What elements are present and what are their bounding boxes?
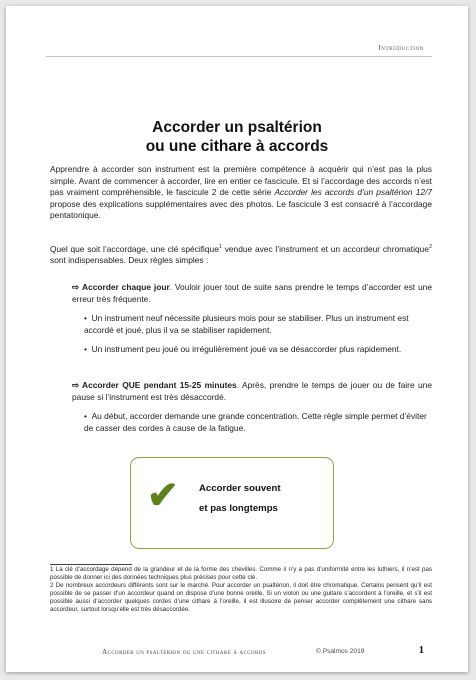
rule-1-heading: Accorder chaque jour bbox=[82, 282, 170, 292]
footnote-ref-2[interactable]: 2 bbox=[428, 244, 432, 250]
running-footer-title: Accorder un psaltérion ou une cithare à accords bbox=[102, 648, 266, 656]
footer-copyright: © Psalmos 2019 bbox=[316, 648, 365, 655]
rule-2-heading: Accorder QUE pendant 15-25 minutes bbox=[82, 380, 237, 390]
intro-p1-text-b: propose des explications supplémentaires avec des photos. Le fascicule 3 est consacré à l’accordage pentatonique. bbox=[50, 198, 432, 221]
callout-line-2: et pas longtemps bbox=[199, 503, 278, 514]
rule-2-bullet-1 bbox=[84, 411, 432, 434]
intro-paragraph-2 bbox=[50, 242, 432, 267]
tip-callout-box bbox=[130, 457, 334, 549]
running-header: Introduction bbox=[378, 44, 424, 52]
intro-p2-text-a: Quel que soit l’accordage, une clé spécifique bbox=[50, 243, 219, 254]
rule-1-bullet-2 bbox=[84, 344, 432, 356]
header-divider bbox=[46, 56, 432, 57]
footnotes bbox=[50, 566, 432, 615]
callout-text bbox=[199, 479, 281, 519]
rule-1 bbox=[72, 282, 432, 305]
rule-2-text: . Après, prendre le temps de jouer ou de faire une pause si l’instrument est très désaccordé. bbox=[72, 380, 432, 402]
intro-p1-text-a: Apprendre à accorder son instrument est la première compétence à acquérir qui n’est pas la plus simple. Avant de commencer à accorder, lire en entier ce fascicule. Et si l’accordage des accords n’est pas vraiment compréhensible, le fascicule 2 de cette série bbox=[50, 164, 432, 198]
arrow-right-icon: ⇨ bbox=[72, 380, 80, 390]
document-page bbox=[6, 6, 468, 672]
page-number: 1 bbox=[418, 645, 424, 656]
check-mark-icon: ✔ bbox=[147, 475, 179, 517]
rule-1-bullet-1-text: Un instrument neuf nécessite plusieurs mois pour se stabiliser. Plus un instrument est accordé et joué, plus il va se stabiliser rapidement. bbox=[84, 313, 409, 335]
intro-p2-text-c: sont indispensables. Deux règles simples : bbox=[50, 255, 209, 266]
callout-line-1: Accorder souvent bbox=[199, 483, 281, 494]
title-line-1: Accorder un psaltérion bbox=[152, 119, 322, 136]
footnote-1: 1 La clé d’accordage dépend de la grandeur et de la forme des chevilles. Comme il n’y a pas d’uniformité entre les luthiers, il n’est pas possible de donner ici des données techniques plus précises pour cette clé. bbox=[50, 566, 432, 582]
bullet-dot-icon: • bbox=[84, 313, 92, 323]
intro-paragraph-1 bbox=[50, 164, 432, 222]
title-line-2: ou une cithare à accords bbox=[145, 138, 329, 155]
intro-p1-italic-title: Accorder les accords d’un psaltérion 12/7 bbox=[274, 187, 432, 198]
bullet-dot-icon: • bbox=[84, 411, 92, 421]
rule-1-text: . Vouloir jouer tout de suite sans prendre le temps d’accorder est une erreur très fréquente. bbox=[72, 282, 432, 304]
footnote-divider bbox=[50, 564, 132, 565]
bullet-dot-icon: • bbox=[84, 344, 92, 354]
intro-p2-text-b: vendue avec l’instrument et un accordeur chromatique bbox=[221, 243, 429, 254]
footnote-2: 2 De nombreux accordeurs différents sont sur le marché. Pour accorder un psaltérion, il doit être chromatique. Certains pensent qu’il est possible de se passer d’un accordeur quand on dispose d’une bonne oreille. Si un violon ou une guitare s’accordent à l’oreille, et s’il est possible aussi d’accorder quelques cordes d’une cithare à l’oreille, il est illusoire de penser accorder complètement une cithare sans accordeur, surtout lorsqu’elle est très désaccordée. bbox=[50, 582, 432, 614]
footnote-ref-1[interactable]: 1 bbox=[218, 244, 222, 250]
arrow-right-icon: ⇨ bbox=[72, 282, 80, 292]
page-title bbox=[6, 118, 468, 156]
rule-2 bbox=[72, 380, 432, 403]
rule-2-bullet-1-text: Au début, accorder demande une grande concentration. Cette règle simple permet d’éviter de casser des cordes à cause de la fatigue. bbox=[84, 411, 427, 433]
rule-1-bullet-1 bbox=[84, 313, 432, 336]
rule-1-bullet-2-text: Un instrument peu joué ou irrégulièrement joué va se désaccorder plus rapidement. bbox=[91, 344, 402, 354]
